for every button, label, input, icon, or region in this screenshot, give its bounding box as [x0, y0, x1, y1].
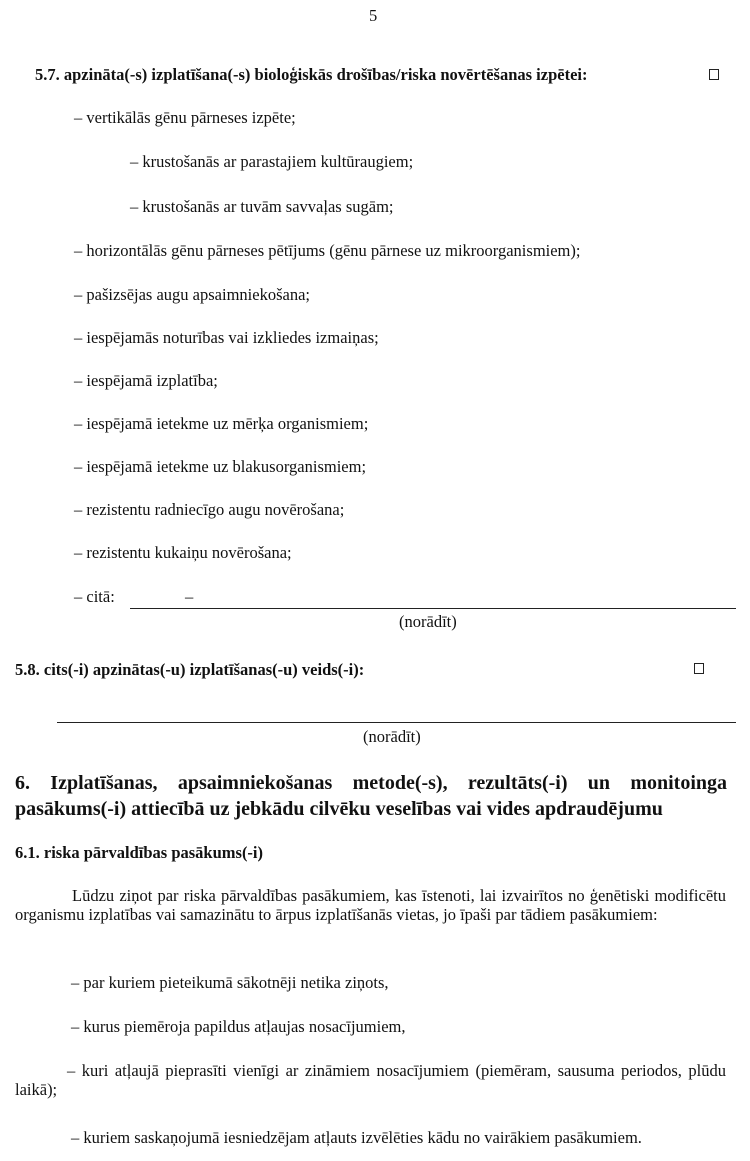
section-5-7-checkbox[interactable]	[709, 69, 719, 80]
section-6-1-intro: Lūdzu ziņot par riska pārvaldības pasākumiem, kas īstenoti, lai izvairītos no ģenētiski modificētu organismu izplatības vai samazinātu to ārpus izplatīšanās vietas, jo īpaši par tādiem pasākumiem:	[15, 886, 726, 924]
list-item: – vertikālās gēnu pārneses izpēte;	[74, 108, 296, 127]
list-item: – krustošanās ar parastajiem kultūraugiem;	[130, 152, 414, 171]
section-5-8-checkbox[interactable]	[694, 663, 704, 674]
other-value[interactable]: –	[185, 587, 194, 606]
list-item: – kuri atļaujā pieprasīti vienīgi ar zināmiem nosacījumiem (piemēram, sausuma periodos, plūdu laikā);	[15, 1061, 726, 1099]
specify-line	[130, 608, 736, 609]
section-6-1-heading: 6.1. riska pārvaldības pasākums(-i)	[15, 843, 264, 862]
section-5-7-heading: 5.7. apzināta(-s) izplatīšana(-s) bioloģiskās drošības/riska novērtēšanas izpētei:	[35, 65, 588, 84]
list-item: – iespējamā izplatība;	[74, 371, 218, 390]
other-label: – citā:	[74, 587, 115, 606]
list-item: – rezistentu kukaiņu novērošana;	[74, 543, 292, 562]
list-item: – horizontālās gēnu pārneses pētījums (gēnu pārnese uz mikroorganismiem);	[74, 241, 581, 260]
section-6-heading: 6. Izplatīšanas, apsaimniekošanas metode(-s), rezultāts(-i) un monitoinga pasākums(-i) attiecībā uz jebkādu cilvēku veselības vai vides apdraudējumu	[15, 772, 727, 820]
section-5-8-heading: 5.8. cits(-i) apzinātas(-u) izplatīšanas(-u) veids(-i):	[15, 660, 365, 679]
list-item: – par kuriem pieteikumā sākotnēji netika ziņots,	[71, 973, 389, 992]
list-item: – iespējamā ietekme uz blakusorganismiem;	[74, 457, 367, 476]
page-number: 5	[369, 6, 378, 25]
list-item: – krustošanās ar tuvām savvaļas sugām;	[130, 197, 394, 216]
list-item: – iespējamā ietekme uz mērķa organismiem;	[74, 414, 369, 433]
specify-line	[57, 722, 736, 723]
list-item: – pašizsējas augu apsaimniekošana;	[74, 285, 310, 304]
list-item: – iespējamās noturības vai izkliedes izmaiņas;	[74, 328, 379, 347]
specify-caption: (norādīt)	[363, 727, 421, 746]
specify-caption: (norādīt)	[399, 612, 457, 631]
list-item: – rezistentu radniecīgo augu novērošana;	[74, 500, 345, 519]
list-item: – kuriem saskaņojumā iesniedzējam atļauts izvēlēties kādu no vairākiem pasākumiem.	[71, 1128, 642, 1147]
list-item: – kurus piemēroja papildus atļaujas nosacījumiem,	[71, 1017, 406, 1036]
